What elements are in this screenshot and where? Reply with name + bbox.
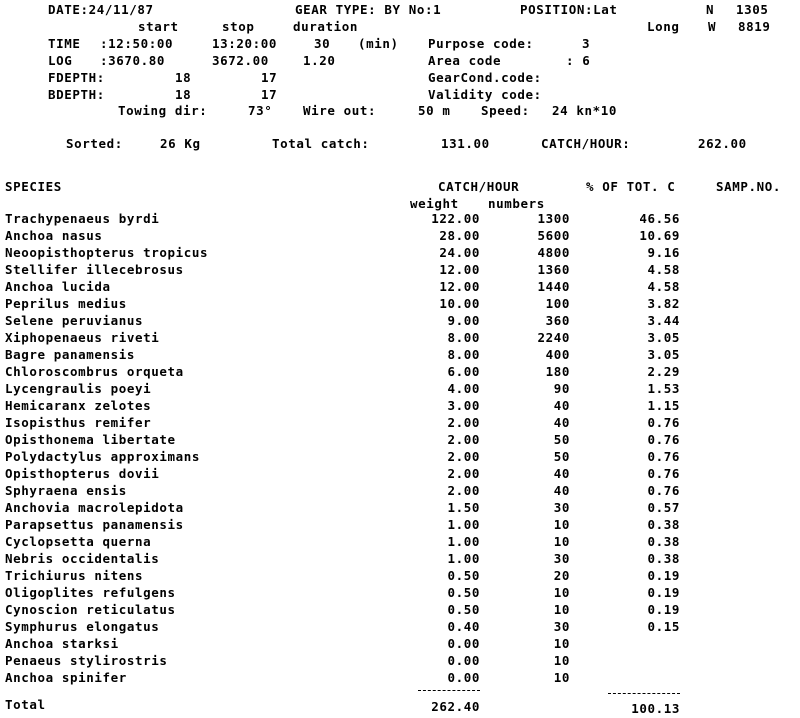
total-pct: 100.13 [631,701,680,716]
catch-numbers: 5600 [537,228,570,243]
species-name: Selene peruvianus [5,313,144,328]
species-name: Nebris occidentalis [5,551,160,566]
species-name: Cyclopsetta querna [5,534,152,549]
col-start-header: start [138,19,179,34]
catch-numbers: 10 [553,602,570,617]
catch-weight: 8.00 [447,330,480,345]
catch-numbers: 10 [553,670,570,685]
catch-weight: 2.00 [447,415,480,430]
catch-weight: 0.40 [447,619,480,634]
long-direction: W [708,19,717,34]
log-label: LOG [48,53,73,68]
area-code-label: Area code [428,53,502,68]
catch-numbers: 1300 [537,211,570,226]
pct-of-total: 0.76 [647,415,680,430]
total-pct-rule [608,693,680,694]
wire-out-label: Wire out: [303,103,377,118]
species-name: Neoopisthopterus tropicus [5,245,209,260]
pct-of-total: 3.82 [647,296,680,311]
pct-of-total: 9.16 [647,245,680,260]
catch-numbers: 360 [545,313,570,328]
catch-numbers: 30 [553,500,570,515]
catch-weight: 0.50 [447,602,480,617]
catch-weight: 0.00 [447,636,480,651]
catch-weight: 0.00 [447,653,480,668]
species-name: Hemicaranx zelotes [5,398,152,413]
catch-numbers: 30 [553,551,570,566]
catch-weight: 1.00 [447,551,480,566]
catch-numbers: 50 [553,432,570,447]
catch-weight: 2.00 [447,483,480,498]
time-duration: 30 [314,36,331,51]
species-name: Anchoa starksi [5,636,119,651]
pct-of-total: 0.76 [647,449,680,464]
sorted-label: Sorted: [66,136,123,151]
catch-weight: 122.00 [431,211,480,226]
species-name: Sphyraena ensis [5,483,127,498]
catch-weight: 0.00 [447,670,480,685]
catch-numbers: 30 [553,619,570,634]
catch-numbers: 10 [553,534,570,549]
pct-of-total: 0.19 [647,585,680,600]
catch-weight: 12.00 [439,262,480,277]
pct-of-total: 46.56 [639,211,680,226]
pct-of-total: 0.57 [647,500,680,515]
log-distance: 1.20 [303,53,336,68]
species-name: Oligoplites refulgens [5,585,176,600]
catch-numbers: 400 [545,347,570,362]
species-name: Penaeus stylirostris [5,653,168,668]
catch-numbers: 1360 [537,262,570,277]
catch-numbers: 10 [553,517,570,532]
pct-of-total: 4.58 [647,262,680,277]
bdepth-start: 18 [175,87,192,102]
fdepth-start: 18 [175,70,192,85]
catch-weight: 3.00 [447,398,480,413]
catch-numbers: 180 [545,364,570,379]
gear-type-label: GEAR TYPE: BY No:1 [295,2,442,17]
pct-of-total: 1.53 [647,381,680,396]
catch-numbers: 90 [553,381,570,396]
catch-weight: 2.00 [447,432,480,447]
time-start: :12:50:00 [100,36,174,51]
pct-of-total: 4.58 [647,279,680,294]
species-name: Trichiurus nitens [5,568,144,583]
catch-numbers: 1440 [537,279,570,294]
catch-weight: 4.00 [447,381,480,396]
total-weight: 262.40 [431,699,480,714]
catch-weight: 10.00 [439,296,480,311]
species-name: Peprilus medius [5,296,127,311]
pct-of-total: 3.44 [647,313,680,328]
pct-of-total: 3.05 [647,347,680,362]
weight-header: weight [410,196,459,211]
pct-of-total: 0.76 [647,483,680,498]
catch-weight: 2.00 [447,466,480,481]
total-catch-value: 131.00 [441,136,490,151]
towing-dir-label: Towing dir: [118,103,208,118]
species-name: Chloroscombrus orqueta [5,364,184,379]
log-stop: 3672.00 [212,53,269,68]
col-duration-header: duration [293,19,359,34]
catch-weight: 8.00 [447,347,480,362]
catch-weight: 6.00 [447,364,480,379]
log-start: :3670.80 [100,53,166,68]
bdepth-label: BDEPTH: [48,87,105,102]
towing-dir-value: 73° [248,103,273,118]
catch-numbers: 40 [553,415,570,430]
total-catch-label: Total catch: [272,136,370,151]
catch-weight: 2.00 [447,449,480,464]
species-header: SPECIES [5,179,62,194]
species-name: Parapsettus panamensis [5,517,184,532]
catch-numbers: 40 [553,398,570,413]
pct-of-total: 0.76 [647,432,680,447]
catch-hour-value: 262.00 [698,136,747,151]
catch-numbers: 10 [553,653,570,668]
catch-weight: 0.50 [447,585,480,600]
species-name: Xiphopenaeus riveti [5,330,160,345]
col-stop-header: stop [222,19,255,34]
catch-weight: 9.00 [447,313,480,328]
species-name: Anchoa nasus [5,228,103,243]
total-weight-rule [418,690,480,691]
numbers-header: numbers [488,196,545,211]
gearcond-label: GearCond.code: [428,70,542,85]
pct-of-total: 0.19 [647,568,680,583]
time-stop: 13:20:00 [212,36,278,51]
species-name: Anchoa spinifer [5,670,127,685]
catch-weight: 1.00 [447,534,480,549]
bdepth-stop: 17 [261,87,278,102]
lat-value: 1305 [736,2,769,17]
species-name: Trachypenaeus byrdi [5,211,160,226]
species-name: Cynoscion reticulatus [5,602,176,617]
catch-weight: 0.50 [447,568,480,583]
catch-hour-header: CATCH/HOUR [438,179,520,194]
catch-numbers: 10 [553,636,570,651]
catch-weight: 28.00 [439,228,480,243]
catch-weight: 1.00 [447,517,480,532]
validity-label: Validity code: [428,87,542,102]
lat-direction: N [706,2,715,17]
catch-numbers: 10 [553,585,570,600]
wire-out-value: 50 m [418,103,451,118]
fdepth-label: FDEPTH: [48,70,105,85]
catch-numbers: 2240 [537,330,570,345]
catch-weight: 12.00 [439,279,480,294]
purpose-code-value: 3 [582,36,591,51]
catch-numbers: 40 [553,466,570,481]
pct-of-total: 3.05 [647,330,680,345]
time-label: TIME [48,36,81,51]
catch-weight: 1.50 [447,500,480,515]
pct-of-total: 10.69 [639,228,680,243]
speed-value: 24 kn*10 [552,103,618,118]
pct-of-total: 2.29 [647,364,680,379]
area-code-value: : 6 [566,53,591,68]
species-name: Polydactylus approximans [5,449,201,464]
sorted-value: 26 Kg [160,136,201,151]
pct-of-total: 0.76 [647,466,680,481]
time-unit: (min) [358,36,399,51]
purpose-code-label: Purpose code: [428,36,534,51]
catch-weight: 24.00 [439,245,480,260]
samp-no-header: SAMP.NO. [716,179,782,194]
pct-of-total: 0.38 [647,551,680,566]
catch-numbers: 4800 [537,245,570,260]
fdepth-stop: 17 [261,70,278,85]
pct-of-total: 0.38 [647,534,680,549]
species-name: Opisthonema libertate [5,432,176,447]
species-name: Anchovia macrolepidota [5,500,184,515]
catch-numbers: 100 [545,296,570,311]
catch-numbers: 40 [553,483,570,498]
species-name: Symphurus elongatus [5,619,160,634]
pct-of-total: 1.15 [647,398,680,413]
date-label: DATE:24/11/87 [48,2,154,17]
pct-of-total: 0.19 [647,602,680,617]
catch-numbers: 20 [553,568,570,583]
speed-label: Speed: [481,103,530,118]
catch-numbers: 50 [553,449,570,464]
pct-total-header: % OF TOT. C [586,179,676,194]
species-name: Lycengraulis poeyi [5,381,152,396]
catch-hour-label: CATCH/HOUR: [541,136,631,151]
long-value: 8819 [738,19,771,34]
species-name: Stellifer illecebrosus [5,262,184,277]
species-name: Opisthopterus dovii [5,466,160,481]
species-name: Isopisthus remifer [5,415,152,430]
species-name: Anchoa lucida [5,279,111,294]
long-label: Long [647,19,680,34]
pct-of-total: 0.15 [647,619,680,634]
species-name: Bagre panamensis [5,347,136,362]
pct-of-total: 0.38 [647,517,680,532]
total-label: Total [5,697,46,712]
position-label: POSITION:Lat [520,2,618,17]
